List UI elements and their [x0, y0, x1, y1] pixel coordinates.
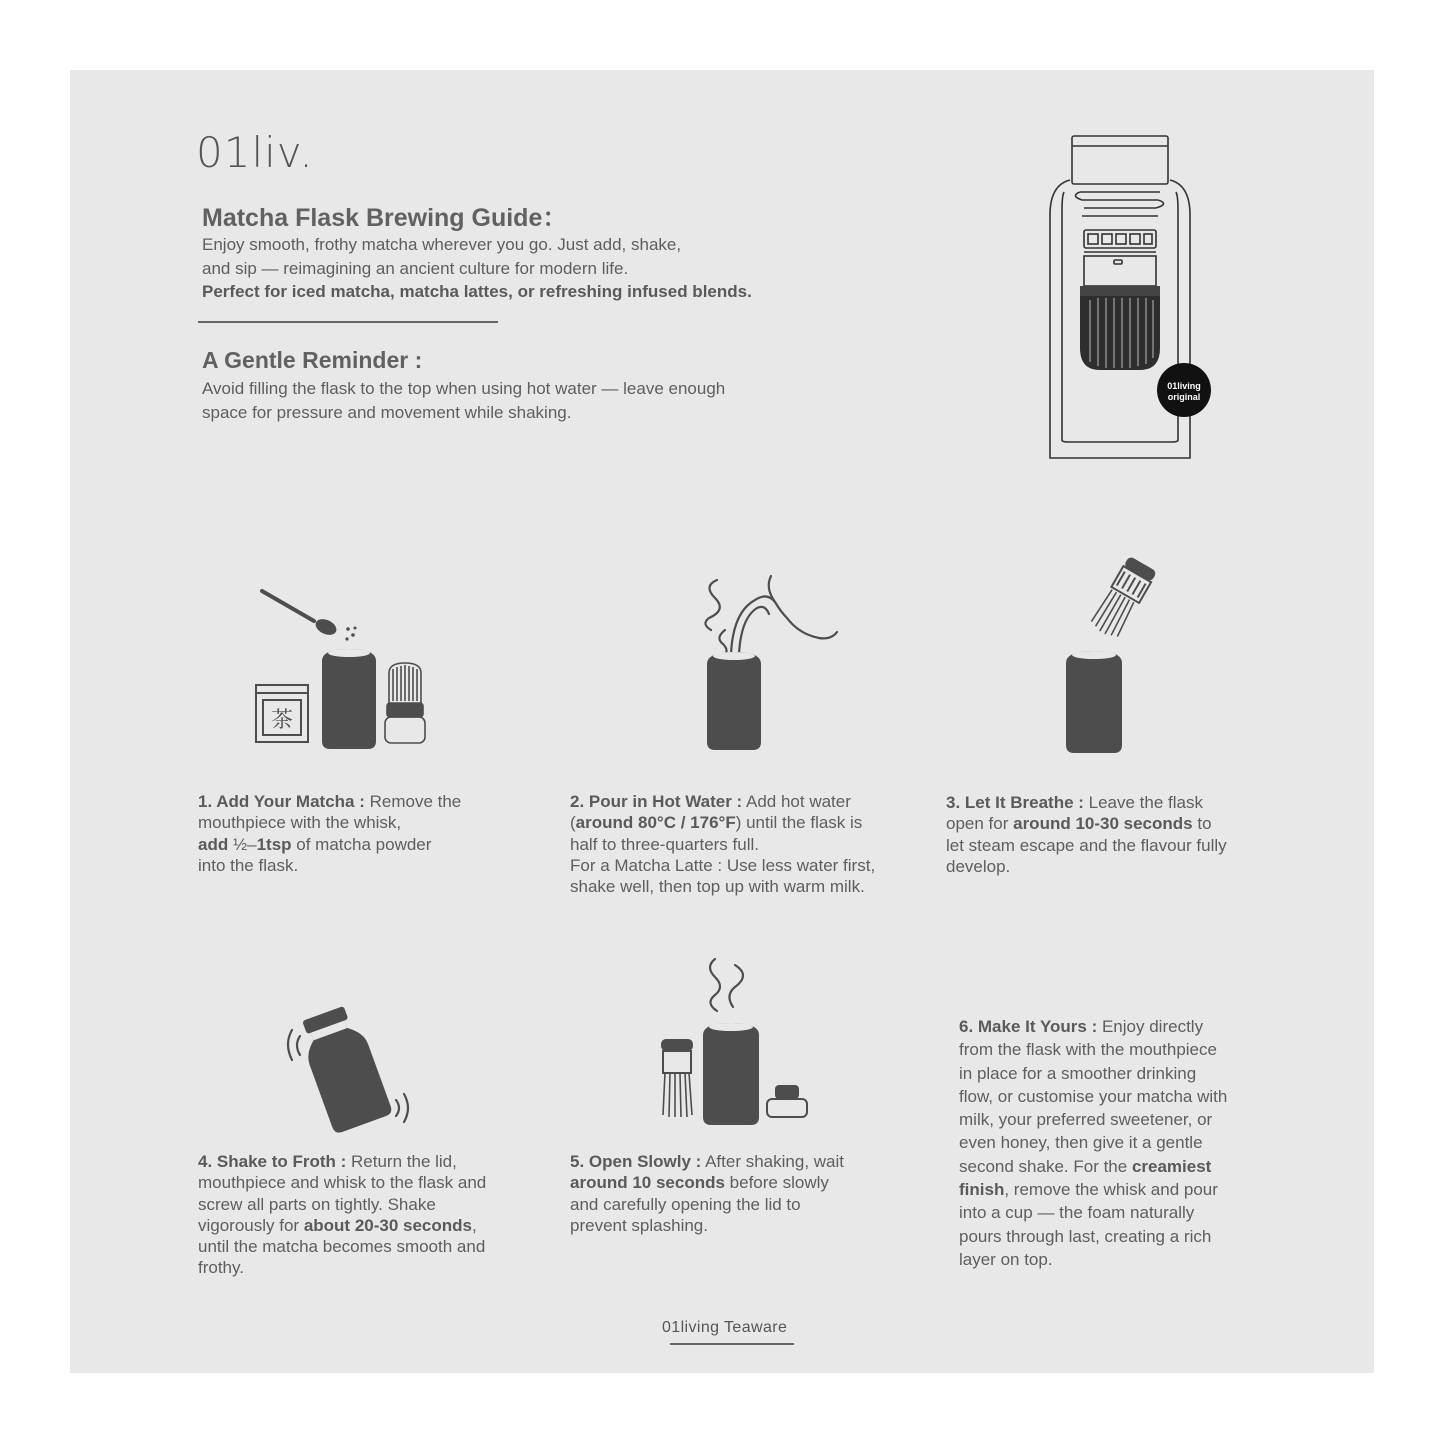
step-text: mouthpiece with the whisk, [198, 813, 402, 833]
original-badge-text [1160, 381, 1208, 403]
reminder-title: A Gentle Reminder : [202, 347, 423, 373]
step-6-heading: 6. Make It Yours : [959, 1017, 1098, 1036]
step-bold: about 20-30 seconds [303, 1215, 472, 1235]
step-text: develop. [946, 856, 1011, 876]
reminder-text [202, 377, 822, 424]
kettle-spout-icon [731, 576, 837, 654]
step-bold: 1tsp [256, 834, 292, 854]
guide-title [202, 198, 567, 234]
intro-bold-line: Perfect for iced matcha, matcha lattes, or refreshing infused blends. [202, 282, 752, 301]
step-6 [959, 1015, 1269, 1271]
whisk-icon [661, 1039, 693, 1117]
step-text: to [1192, 814, 1212, 834]
step-text: layer on top. [959, 1249, 1053, 1269]
step-text: second shake. For the [959, 1156, 1132, 1176]
step-3-heading: 3. Let It Breathe : [946, 793, 1084, 812]
reminder-line: Avoid filling the flask to the top when using hot water — leave enough [202, 379, 726, 398]
step-text: before slowly [724, 1173, 829, 1193]
footer-underline [670, 1343, 794, 1345]
step-text: mouthpiece and whisk to the flask and [198, 1173, 487, 1193]
brand-logo: 01liv. [196, 128, 314, 177]
step-text: into a cup — the foam naturally [959, 1203, 1195, 1223]
step-text: Remove the [364, 792, 462, 811]
step-bold: around 80°C / 176°F [575, 813, 736, 833]
guide-title-suffix: ： [542, 204, 568, 232]
step-text: , remove the whisk and pour [1004, 1180, 1218, 1200]
breathe-illustration [1060, 555, 1160, 755]
tea-character: 茶 [270, 708, 293, 733]
flask-icon [707, 652, 761, 750]
step-2-heading: 2. Pour in Hot Water : [570, 792, 743, 811]
step-text: frothy. [198, 1258, 244, 1278]
step-text: half to three-quarters full. [570, 834, 759, 854]
step-bold: add [198, 834, 229, 854]
step-text: Return the lid, [346, 1152, 457, 1171]
step-5-heading: 5. Open Slowly : [570, 1152, 702, 1171]
step-text: of matcha powder [291, 834, 432, 854]
intro-line: and sip — reimagining an ancient culture for modern life. [202, 258, 629, 278]
badge-line: original [1167, 392, 1201, 402]
flask-icon [295, 1003, 394, 1135]
step-text: milk, your preferred sweetener, or [959, 1110, 1213, 1130]
step-1-heading: 1. Add Your Matcha : [198, 792, 365, 811]
step-bold: around 10 seconds [570, 1173, 725, 1193]
step-3 [946, 792, 1276, 877]
flask-icon [1066, 651, 1122, 753]
guide-title-text: Matcha Flask Brewing Guide [202, 204, 543, 232]
step-bold: finish [959, 1180, 1005, 1200]
flask-package-illustration [1040, 130, 1220, 465]
pour-water-illustration [695, 572, 845, 752]
step-bold: around 10-30 seconds [1013, 814, 1193, 834]
step-text: prevent splashing. [570, 1215, 708, 1235]
step-text: For a Matcha Latte : Use less water first, [570, 855, 876, 875]
step-5 [570, 1151, 890, 1236]
whisk-icon [1089, 556, 1157, 641]
flask-icon [322, 649, 376, 749]
step-text: ) until the flask is [735, 813, 863, 833]
step-text: Leave the flask [1083, 793, 1203, 812]
whisk-icon [385, 663, 425, 743]
spoon-icon [262, 591, 339, 638]
step-text: until the matcha becomes smooth and [198, 1237, 486, 1257]
step-text: Enjoy directly [1097, 1017, 1204, 1036]
footer-label: 01living Teaware [662, 1319, 788, 1336]
step-text: in place for a smoother drinking [959, 1063, 1197, 1083]
step-text: from the flask with the mouthpiece [959, 1040, 1217, 1060]
step-text: let steam escape and the flavour fully [946, 835, 1227, 855]
step-text: flow, or customise your matcha with [959, 1086, 1228, 1106]
shake-illustration [278, 1000, 423, 1130]
step-bold: creamiest [1131, 1156, 1212, 1176]
step-text: , [472, 1215, 477, 1235]
step-text: ½– [228, 834, 257, 854]
step-4 [198, 1151, 538, 1279]
step-text: screw all parts on tightly. Shake [198, 1194, 436, 1214]
step-text: shake well, then top up with warm milk. [570, 877, 865, 897]
reminder-line: space for pressure and movement while shaking. [202, 402, 572, 422]
flask-icon [703, 1023, 759, 1125]
step-text: open for [946, 814, 1014, 834]
intro-text [202, 233, 842, 304]
step-text: ( [570, 813, 576, 833]
step-text: pours through last, creating a rich [959, 1226, 1212, 1246]
step-text: After shaking, wait [701, 1152, 844, 1171]
steam-icon [705, 580, 726, 658]
step-1 [198, 791, 508, 876]
step-text: into the flask. [198, 855, 299, 875]
steam-icon [710, 959, 743, 1011]
step-text: vigorously for [198, 1215, 304, 1235]
lid-icon [767, 1085, 807, 1117]
section-divider [198, 321, 498, 323]
open-slowly-illustration [655, 955, 815, 1130]
step-text: and carefully opening the lid to [570, 1194, 801, 1214]
intro-line: Enjoy smooth, frothy matcha wherever you go. Just add, shake, [202, 235, 682, 254]
step-2 [570, 791, 910, 897]
step-text: Add hot water [742, 792, 851, 811]
step-text: even honey, then give it a gentle [959, 1133, 1203, 1153]
badge-line: 01living [1167, 381, 1201, 391]
step-4-heading: 4. Shake to Froth : [198, 1152, 347, 1171]
